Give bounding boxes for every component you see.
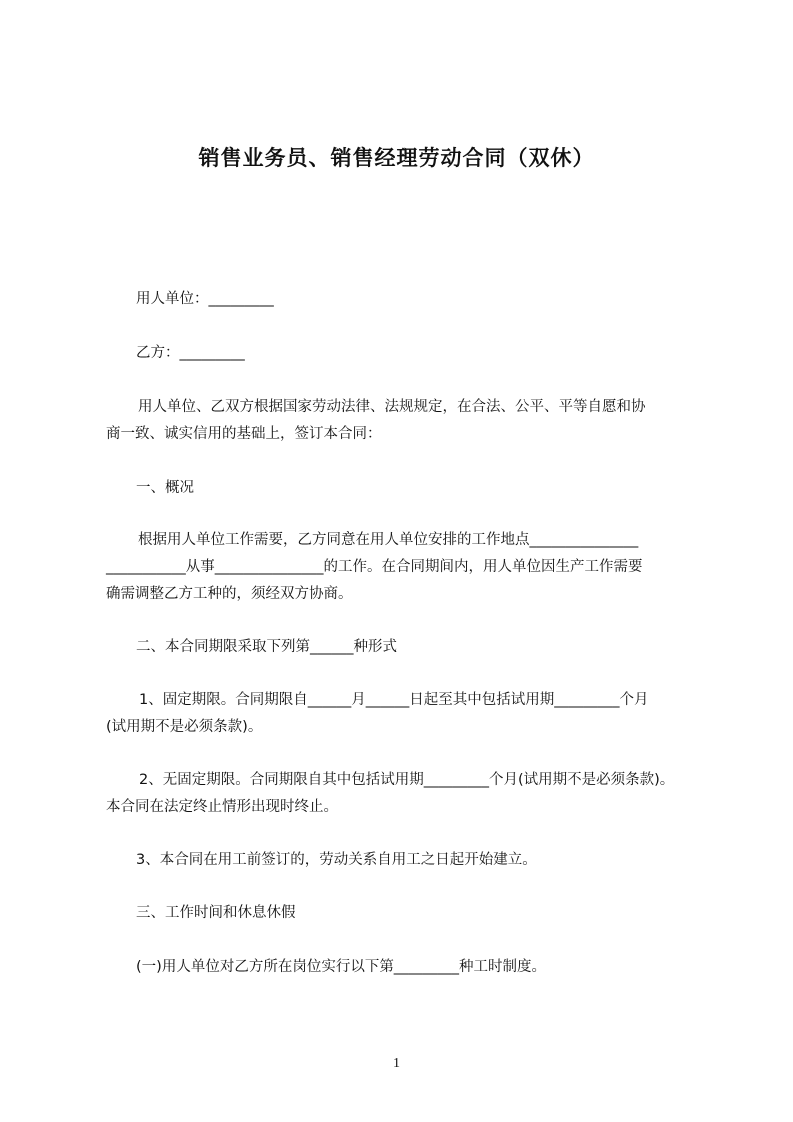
section-one-heading: 一、概况 bbox=[136, 480, 194, 496]
clause-three-line: 3、本合同在用工前签订的，劳动关系自用工之日起开始建立。 bbox=[136, 852, 537, 868]
employer-line: 用人单位：_________ bbox=[136, 291, 274, 307]
page-number: 1 bbox=[393, 1056, 400, 1071]
fixed-term-line-1: 1、固定期限。合同期限自______月______日起至其中包括试用期_________个月 bbox=[139, 692, 649, 708]
open-term-line-1: 2、无固定期限。合同期限自其中包括试用期_________个月(试用期不是必须条款)。 bbox=[139, 772, 675, 788]
open-term-line-2: 本合同在法定终止情形出现时终止。 bbox=[106, 799, 338, 815]
section-one-line-3: 确需调整乙方工种的，须经双方协商。 bbox=[106, 586, 353, 602]
preamble-line-2: 商一致、诚实信用的基础上，签订本合同： bbox=[106, 426, 382, 442]
party-b-line: 乙方：_________ bbox=[136, 345, 245, 361]
preamble-line-1: 用人单位、乙双方根据国家劳动法律、法规规定，在合法、公平、平等自愿和协 bbox=[138, 399, 646, 415]
section-three-heading: 三、工作时间和休息休假 bbox=[136, 905, 296, 921]
document-title: 销售业务员、销售经理劳动合同（双休） bbox=[198, 146, 595, 170]
section-two-heading: 二、本合同期限采取下列第______种形式 bbox=[136, 639, 397, 655]
working-hours-line: (一)用人单位对乙方所在岗位实行以下第_________种工时制度。 bbox=[136, 959, 547, 975]
section-one-line-1: 根据用人单位工作需要，乙方同意在用人单位安排的工作地点_______________ bbox=[138, 532, 639, 548]
section-one-line-2: ___________从事_______________的工作。在合同期间内，用人单位因生产工作需要 bbox=[106, 559, 643, 575]
fixed-term-line-2: (试用期不是必须条款)。 bbox=[106, 719, 263, 735]
